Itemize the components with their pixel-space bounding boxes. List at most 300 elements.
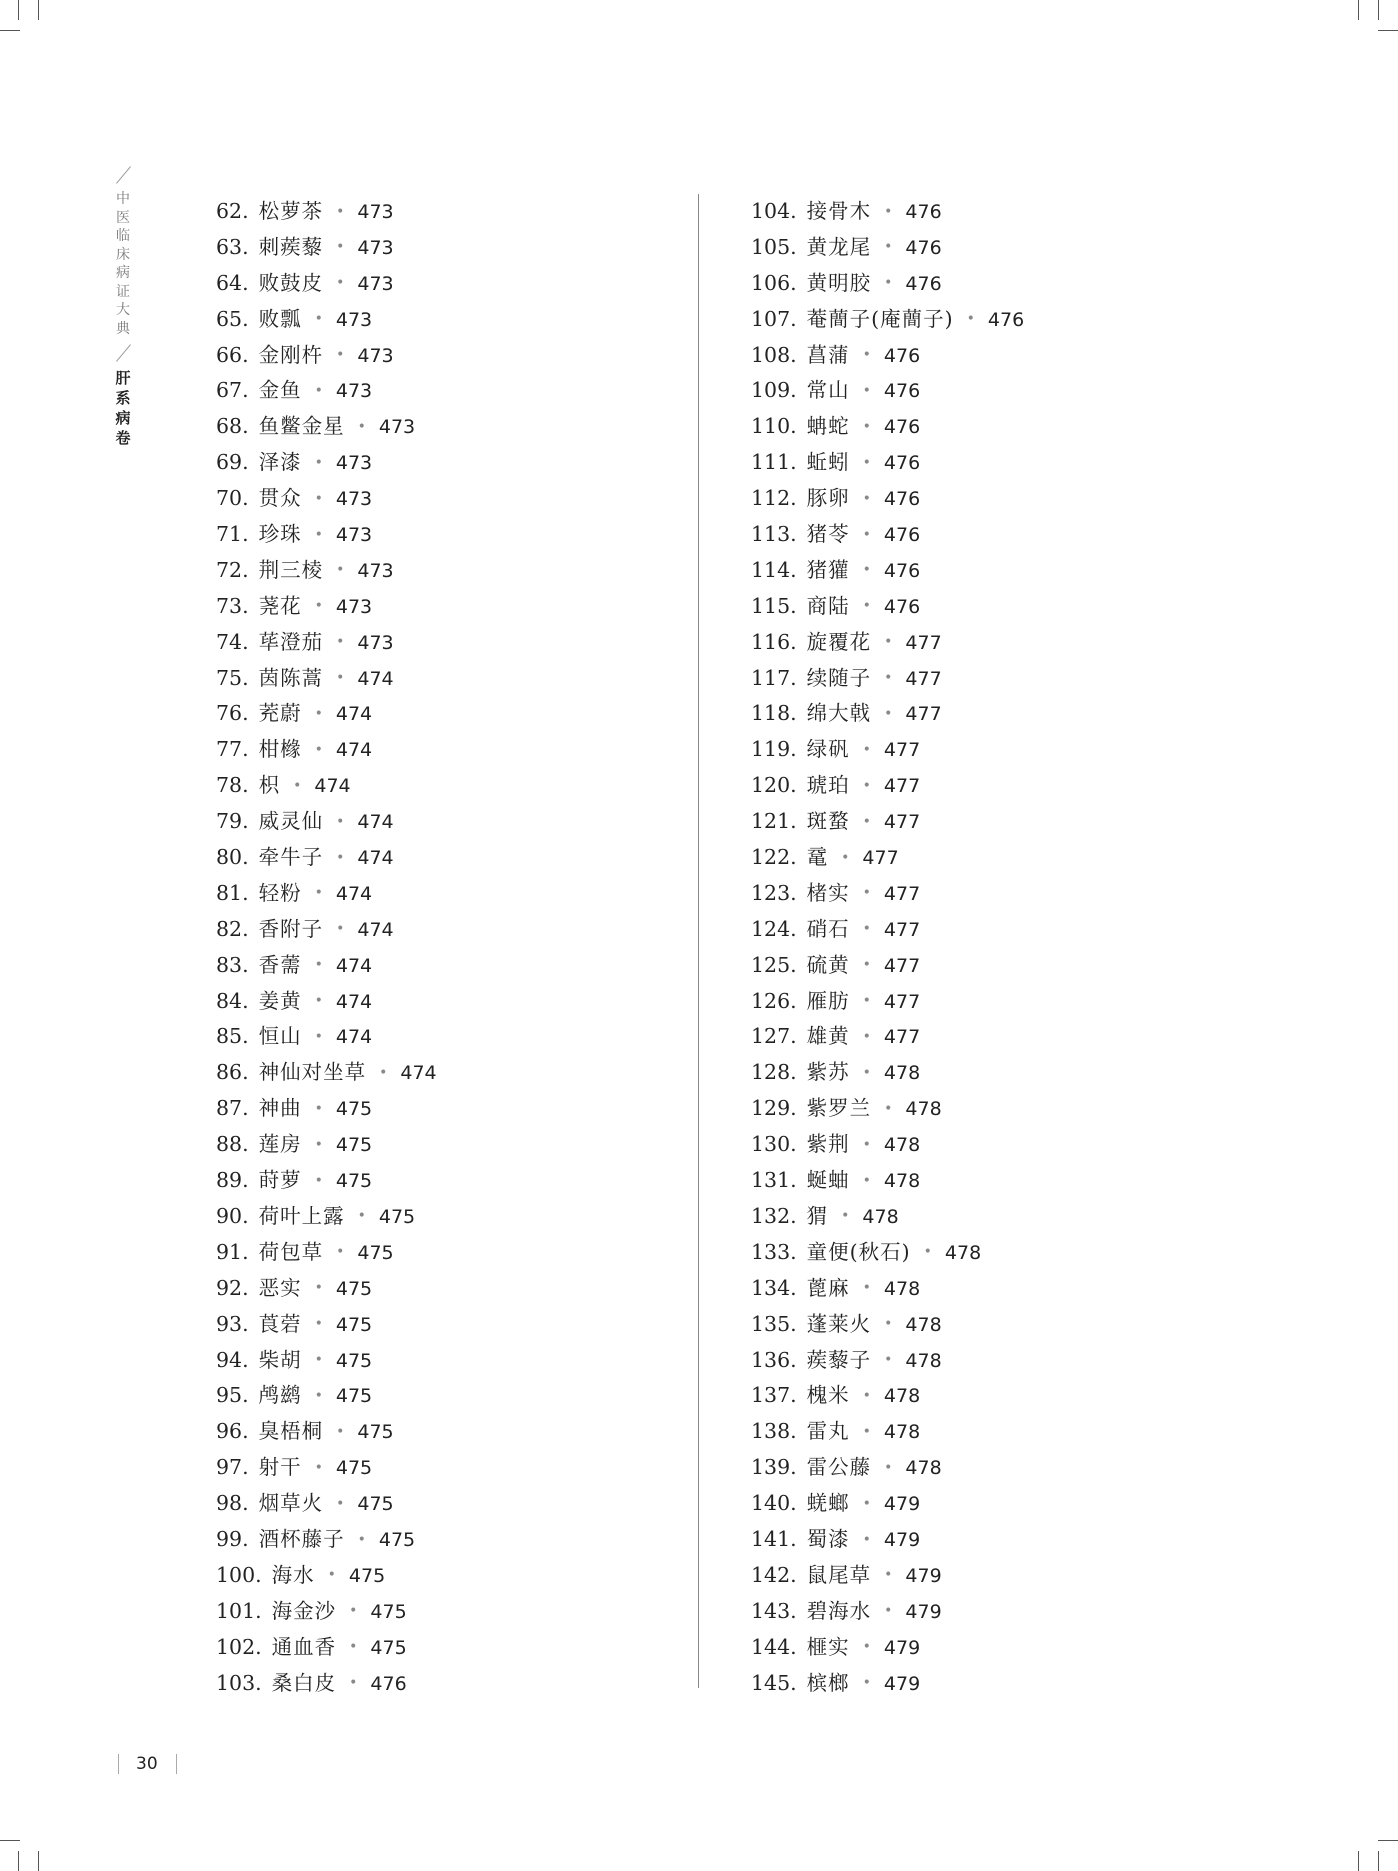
entry-number: 63.: [216, 234, 249, 259]
entry-page: 475: [335, 1277, 373, 1300]
entry-page: 477: [883, 775, 921, 798]
entry-page: 475: [357, 1493, 394, 1516]
index-entry: [751, 1378, 1024, 1414]
entry-number: 113.: [751, 522, 797, 547]
entry-name: 菖蒲: [806, 342, 850, 367]
entry-number: 128.: [751, 1060, 797, 1085]
index-entry: [216, 230, 437, 266]
leader-dot: •: [862, 777, 871, 794]
entry-page: 474: [335, 703, 373, 726]
leader-dot: •: [862, 1675, 871, 1692]
entry-page: 479: [883, 1493, 921, 1516]
entry-page: 473: [357, 201, 394, 223]
entry-number: 68.: [216, 414, 249, 439]
volume-title: [110, 368, 136, 448]
leader-dot: •: [884, 239, 893, 256]
entry-name: 鼋: [806, 845, 829, 870]
entry-page: 474: [335, 990, 373, 1013]
index-entry: [216, 840, 437, 876]
index-entry: [216, 1091, 437, 1127]
leader-dot: •: [862, 813, 871, 830]
entry-page: 477: [883, 954, 921, 977]
leader-dot: •: [357, 1208, 366, 1225]
entry-name: 荷包草: [258, 1239, 324, 1264]
entry-page: 473: [335, 488, 373, 511]
entry-name: 蜒蚰: [806, 1168, 850, 1193]
leader-dot: •: [314, 1459, 323, 1476]
entry-page: 478: [905, 1457, 942, 1480]
entry-name: 恶实: [258, 1275, 302, 1300]
entry-name: 桑白皮: [271, 1670, 337, 1695]
index-entry: [216, 517, 437, 553]
leader-dot: •: [314, 1100, 323, 1117]
entry-name: 神曲: [258, 1096, 302, 1121]
entry-page: 479: [883, 1528, 921, 1551]
leader-dot: •: [336, 1423, 345, 1440]
entry-name: 蚯蚓: [806, 450, 850, 475]
index-entry: [751, 445, 1024, 481]
index-entry: [751, 1522, 1024, 1558]
index-entry: [216, 804, 437, 840]
entry-number: 141.: [751, 1526, 797, 1551]
leader-dot: •: [862, 490, 871, 507]
entry-name: 松萝茶: [258, 199, 324, 223]
leader-dot: •: [862, 526, 871, 543]
leader-dot: •: [966, 311, 975, 328]
entry-number: 123.: [751, 880, 797, 905]
entry-page: 476: [905, 201, 942, 223]
entry-name: 神仙对坐草: [258, 1060, 367, 1085]
index-entry: [751, 1271, 1024, 1307]
index-entry: [216, 948, 437, 984]
entry-name: 紫罗兰: [806, 1096, 872, 1121]
entry-page: 477: [862, 847, 899, 870]
leader-dot: •: [314, 526, 323, 543]
leader-dot: •: [357, 418, 366, 435]
index-entry: [751, 302, 1024, 338]
index-entry: [216, 553, 437, 589]
entry-number: 66.: [216, 342, 249, 367]
folio-divider: [176, 1754, 177, 1774]
leader-dot: •: [336, 239, 345, 256]
entry-number: 81.: [216, 880, 249, 905]
entry-number: 69.: [216, 450, 249, 475]
entry-page: 475: [378, 1528, 416, 1551]
index-entry: [751, 373, 1024, 409]
index-entry: [216, 696, 437, 732]
entry-number: 65.: [216, 306, 249, 331]
entry-number: 103.: [216, 1670, 262, 1695]
index-entry: [751, 1630, 1024, 1666]
index-entry: [751, 625, 1024, 661]
entry-number: 106.: [751, 270, 797, 295]
index-entry: [751, 1091, 1024, 1127]
entry-name: 威灵仙: [258, 809, 324, 834]
leader-dot: •: [314, 957, 323, 974]
index-entry: [216, 1378, 437, 1414]
leader-dot: •: [349, 1603, 358, 1620]
entry-page: 479: [883, 1636, 921, 1659]
entry-number: 134.: [751, 1275, 797, 1300]
index-entry: [216, 1486, 437, 1522]
index-entry: [216, 1307, 437, 1343]
entry-page: 477: [883, 811, 921, 834]
entry-number: 117.: [751, 665, 797, 690]
entry-number: 88.: [216, 1132, 249, 1157]
entry-page: 476: [883, 524, 921, 547]
entry-name: 通血香: [271, 1634, 337, 1659]
leader-dot: •: [336, 813, 345, 830]
entry-name: 黄龙尾: [806, 234, 872, 259]
crop-mark: [1358, 0, 1359, 20]
index-entry: [216, 409, 437, 445]
leader-dot: •: [314, 1029, 323, 1046]
entry-page: 478: [883, 1277, 921, 1300]
entry-name: 紫荆: [806, 1132, 850, 1157]
index-column-left: [216, 194, 437, 1701]
entry-page: 475: [335, 1313, 373, 1336]
index-entry: [751, 1163, 1024, 1199]
entry-name: 海水: [271, 1562, 315, 1587]
entry-name: 香附子: [258, 916, 324, 941]
index-entry: [216, 1019, 437, 1055]
entry-name: 恒山: [258, 1024, 302, 1049]
entry-name: 槟榔: [806, 1670, 850, 1695]
entry-name: 海金沙: [271, 1598, 337, 1623]
book-title-char: 医: [116, 209, 130, 226]
entry-number: 95.: [216, 1383, 249, 1408]
entry-number: 84.: [216, 988, 249, 1013]
entry-page: 474: [357, 847, 394, 870]
folio-divider: [118, 1754, 119, 1774]
leader-dot: •: [862, 1531, 871, 1548]
leader-dot: •: [379, 1064, 388, 1081]
entry-page: 475: [335, 1098, 373, 1121]
leader-dot: •: [884, 1352, 893, 1369]
entry-number: 115.: [751, 593, 797, 618]
entry-name: 硝石: [806, 916, 850, 941]
index-entry: [216, 1630, 437, 1666]
entry-name: 蜣螂: [806, 1491, 850, 1516]
leader-dot: •: [336, 849, 345, 866]
index-entry: [216, 373, 437, 409]
entry-number: 87.: [216, 1096, 249, 1121]
leader-dot: •: [336, 275, 345, 292]
index-entry: [751, 1055, 1024, 1091]
index-entry: [751, 840, 1024, 876]
leader-dot: •: [884, 1603, 893, 1620]
leader-dot: •: [336, 634, 345, 651]
entry-name: 黄明胶: [806, 270, 872, 295]
leader-dot: •: [841, 1208, 850, 1225]
book-title-char: 床: [116, 246, 130, 263]
index-entry: [216, 876, 437, 912]
entry-page: 474: [357, 667, 394, 690]
entry-page: 477: [905, 703, 942, 726]
volume-title-char: 病: [115, 409, 131, 427]
entry-page: 473: [357, 559, 394, 582]
entry-number: 144.: [751, 1634, 797, 1659]
entry-page: 474: [314, 775, 351, 798]
index-entry: [751, 1558, 1024, 1594]
index-entry: [751, 768, 1024, 804]
column-divider: [698, 194, 699, 1688]
entry-name: 蚺蛇: [806, 414, 850, 439]
entry-number: 130.: [751, 1132, 797, 1157]
entry-number: 77.: [216, 737, 249, 762]
crop-mark: [38, 0, 39, 20]
running-head: [110, 160, 136, 448]
entry-name: 紫苏: [806, 1060, 850, 1085]
entry-number: 76.: [216, 701, 249, 726]
entry-name: 贯众: [258, 486, 302, 511]
leader-dot: •: [336, 1495, 345, 1512]
leader-dot: •: [314, 1172, 323, 1189]
index-entry: [216, 302, 437, 338]
crop-mark: [1378, 1840, 1398, 1841]
entry-number: 135.: [751, 1311, 797, 1336]
entry-number: 67.: [216, 378, 249, 403]
entry-number: 136.: [751, 1347, 797, 1372]
entry-number: 73.: [216, 593, 249, 618]
entry-page: 474: [335, 1026, 373, 1049]
entry-number: 108.: [751, 342, 797, 367]
crop-mark: [1378, 30, 1398, 31]
entry-name: 姜黄: [258, 988, 302, 1013]
entry-name: 常山: [806, 378, 850, 403]
index-entry: [216, 194, 437, 230]
entry-page: 476: [883, 452, 921, 475]
leader-dot: •: [884, 1316, 893, 1333]
leader-dot: •: [862, 454, 871, 471]
entry-name: 枳: [258, 773, 281, 798]
entry-name: 刺蒺藜: [258, 234, 324, 259]
index-entry: [751, 589, 1024, 625]
entry-page: 477: [905, 667, 942, 690]
index-entry: [216, 768, 437, 804]
index-entry: [751, 876, 1024, 912]
entry-name: 柑橼: [258, 737, 302, 762]
index-entry: [751, 481, 1024, 517]
index-entry: [751, 1199, 1024, 1235]
entry-number: 139.: [751, 1455, 797, 1480]
entry-name: 楮实: [806, 880, 850, 905]
leader-dot: •: [884, 670, 893, 687]
index-entry: [216, 1414, 437, 1450]
entry-number: 145.: [751, 1670, 797, 1695]
entry-page: 475: [335, 1170, 373, 1193]
entry-page: 476: [370, 1672, 407, 1695]
entry-name: 茺蔚: [258, 701, 302, 726]
entry-name: 菴蕳子(庵蕳子): [806, 306, 954, 331]
index-entry: [751, 1666, 1024, 1702]
leader-dot: •: [314, 454, 323, 471]
index-entry: [751, 1486, 1024, 1522]
entry-name: 猪苓: [806, 522, 850, 547]
entry-name: 雁肪: [806, 988, 850, 1013]
leader-dot: •: [314, 311, 323, 328]
leader-dot: •: [862, 598, 871, 615]
entry-name: 雷公藤: [806, 1455, 872, 1480]
entry-number: 137.: [751, 1383, 797, 1408]
index-entry: [216, 1199, 437, 1235]
leader-dot: •: [862, 741, 871, 758]
entry-page: 478: [883, 1421, 921, 1444]
leader-dot: •: [314, 383, 323, 399]
leader-dot: •: [862, 1064, 871, 1081]
leader-dot: •: [862, 347, 871, 364]
entry-page: 475: [370, 1636, 407, 1659]
entry-page: 473: [335, 595, 373, 618]
index-entry: [751, 1343, 1024, 1379]
entry-number: 111.: [751, 450, 797, 475]
entry-name: 金鱼: [258, 378, 302, 403]
entry-number: 125.: [751, 952, 797, 977]
leader-dot: •: [884, 1100, 893, 1117]
crop-mark: [18, 1851, 19, 1871]
crop-mark: [1358, 1851, 1359, 1871]
crop-mark: [0, 30, 20, 31]
entry-name: 蓖麻: [806, 1275, 850, 1300]
entry-number: 104.: [751, 199, 797, 223]
entry-name: 商陆: [806, 593, 850, 618]
entry-number: 70.: [216, 486, 249, 511]
entry-number: 107.: [751, 306, 797, 331]
entry-number: 138.: [751, 1419, 797, 1444]
index-entry: [216, 1343, 437, 1379]
leader-dot: •: [293, 777, 302, 794]
entry-page: 478: [883, 1134, 921, 1157]
index-entry: [216, 445, 437, 481]
entry-page: 478: [883, 1170, 921, 1193]
index-entry: [216, 984, 437, 1020]
entry-name: 鸬鹚: [258, 1383, 302, 1408]
leader-dot: •: [336, 1244, 345, 1261]
entry-name: 童便(秋石): [806, 1239, 911, 1264]
running-head-divider: [116, 166, 131, 183]
entry-number: 110.: [751, 414, 797, 439]
entry-page: 478: [905, 1349, 942, 1372]
entry-number: 72.: [216, 557, 249, 582]
entry-page: 479: [883, 1672, 921, 1695]
index-entry: [751, 1450, 1024, 1486]
entry-name: 雄黄: [806, 1024, 850, 1049]
entry-name: 雷丸: [806, 1419, 850, 1444]
entry-number: 122.: [751, 845, 797, 870]
leader-dot: •: [314, 1352, 323, 1369]
entry-page: 475: [335, 1134, 373, 1157]
entry-page: 473: [378, 416, 416, 439]
entry-page: 476: [883, 559, 921, 582]
entry-number: 112.: [751, 486, 797, 511]
leader-dot: •: [336, 921, 345, 938]
index-entry: [751, 912, 1024, 948]
entry-number: 94.: [216, 1347, 249, 1372]
index-entry: [216, 266, 437, 302]
leader-dot: •: [862, 885, 871, 902]
index-entry: [751, 984, 1024, 1020]
entry-number: 91.: [216, 1239, 249, 1264]
entry-number: 99.: [216, 1526, 249, 1551]
index-entry: [751, 266, 1024, 302]
entry-number: 80.: [216, 845, 249, 870]
book-title-char: 临: [116, 228, 130, 244]
entry-number: 114.: [751, 557, 797, 582]
entry-page: 477: [905, 631, 942, 654]
volume-title-char: 卷: [115, 429, 131, 447]
entry-name: 蓬莱火: [806, 1311, 872, 1336]
entry-number: 127.: [751, 1024, 797, 1049]
book-title-char: 大: [116, 302, 130, 318]
entry-page: 478: [862, 1205, 899, 1228]
leader-dot: •: [327, 1567, 336, 1584]
entry-page: 475: [370, 1600, 407, 1623]
entry-page: 477: [883, 990, 921, 1013]
leader-dot: •: [884, 1459, 893, 1476]
entry-name: 败瓢: [258, 306, 302, 331]
index-entry: [216, 732, 437, 768]
entry-page: 477: [883, 918, 921, 941]
entry-number: 79.: [216, 809, 249, 834]
entry-page: 478: [944, 1241, 982, 1264]
entry-page: 474: [357, 918, 394, 941]
index-entry: [751, 1594, 1024, 1630]
entry-name: 琥珀: [806, 773, 850, 798]
entry-page: 477: [883, 1026, 921, 1049]
entry-number: 124.: [751, 916, 797, 941]
index-entry: [216, 1666, 437, 1702]
entry-number: 129.: [751, 1096, 797, 1121]
leader-dot: •: [314, 1280, 323, 1297]
entry-page: 475: [357, 1421, 394, 1444]
index-entry: [751, 732, 1024, 768]
entry-name: 接骨木: [806, 199, 872, 223]
entry-number: 74.: [216, 629, 249, 654]
entry-number: 93.: [216, 1311, 249, 1336]
leader-dot: •: [862, 921, 871, 938]
leader-dot: •: [884, 706, 893, 723]
entry-page: 473: [335, 524, 373, 547]
page-number: 30: [136, 1754, 158, 1774]
entry-name: 碧海水: [806, 1598, 872, 1623]
crop-mark: [1378, 0, 1379, 20]
book-title-char: 证: [116, 283, 130, 300]
entry-page: 476: [883, 416, 921, 439]
entry-page: 476: [883, 380, 921, 403]
entry-page: 475: [335, 1457, 373, 1480]
index-entry: [751, 948, 1024, 984]
leader-dot: •: [314, 1136, 323, 1153]
index-entry: [216, 338, 437, 374]
entry-name: 续随子: [806, 665, 872, 690]
entry-number: 75.: [216, 665, 249, 690]
leader-dot: •: [357, 1531, 366, 1548]
entry-name: 酒杯藤子: [258, 1526, 345, 1551]
entry-number: 102.: [216, 1634, 262, 1659]
entry-page: 475: [335, 1349, 373, 1372]
index-entry: [216, 1127, 437, 1163]
entry-name: 绿矾: [806, 737, 850, 762]
entry-name: 豚卵: [806, 486, 850, 511]
entry-name: 莳萝: [258, 1168, 302, 1193]
index-entry: [751, 804, 1024, 840]
entry-number: 96.: [216, 1419, 249, 1444]
entry-page: 473: [357, 272, 394, 295]
entry-name: 荛花: [258, 593, 302, 618]
entry-name: 荜澄茄: [258, 629, 324, 654]
entry-name: 榧实: [806, 1634, 850, 1659]
entry-number: 92.: [216, 1275, 249, 1300]
